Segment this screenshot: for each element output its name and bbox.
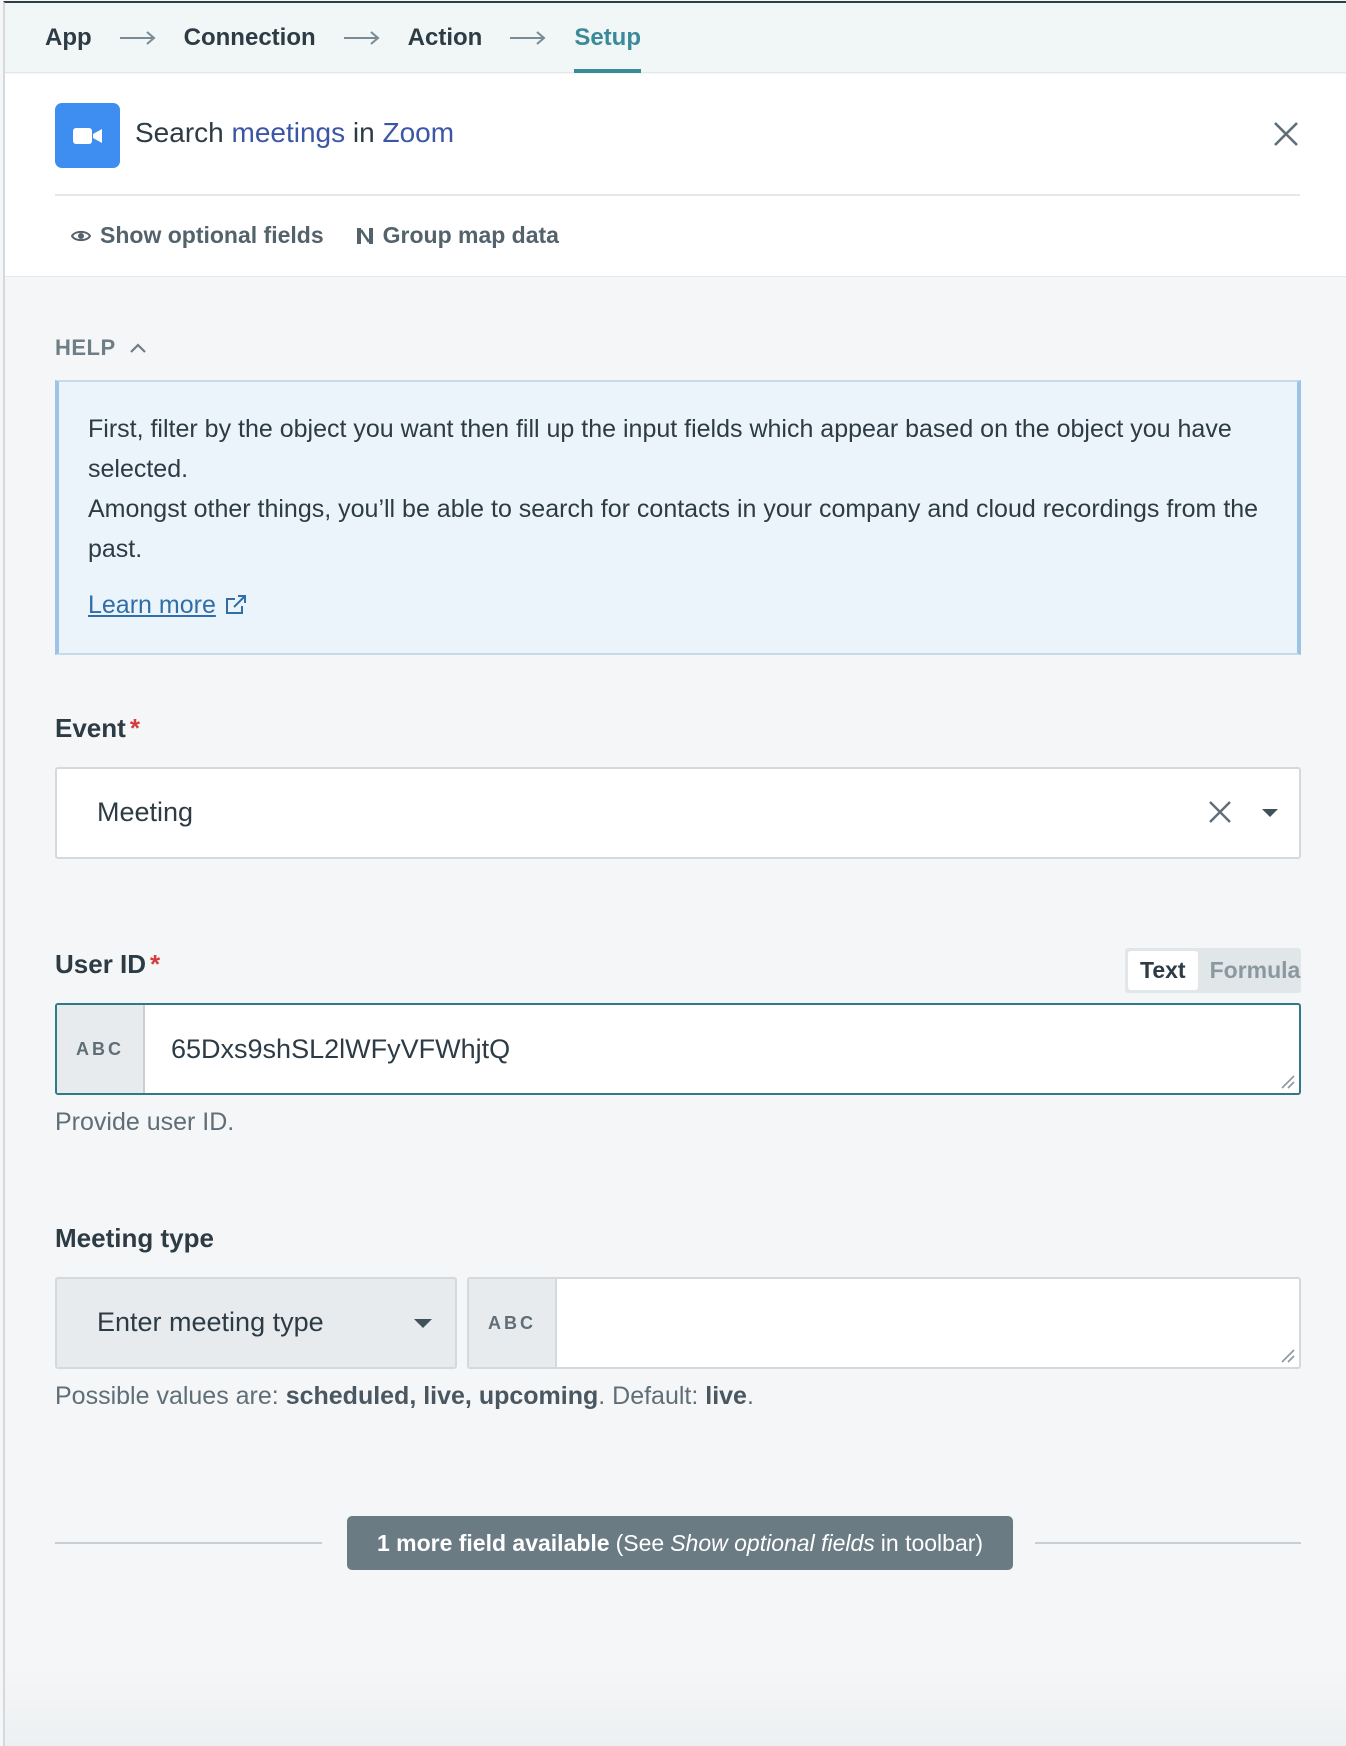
arrow-right-icon <box>316 3 408 73</box>
hint-values: scheduled, live, upcoming <box>285 1382 599 1410</box>
chevron-down-icon[interactable] <box>1262 809 1278 817</box>
divider <box>1035 1542 1301 1544</box>
chevron-down-icon <box>414 1319 432 1328</box>
group-map-data-button[interactable] <box>356 222 559 249</box>
required-marker: * <box>129 713 140 743</box>
arrow-right-icon <box>482 3 574 73</box>
help-panel <box>55 380 1301 655</box>
resize-handle-icon[interactable] <box>1279 1073 1295 1089</box>
user-id-input[interactable] <box>55 1003 1301 1095</box>
type-badge: ABC <box>57 1005 145 1093</box>
mode-formula-button[interactable]: Formula <box>1209 957 1301 983</box>
help-toggle[interactable] <box>55 335 146 361</box>
user-id-label-text: User ID <box>55 949 147 979</box>
action-title <box>135 117 454 149</box>
group-map-data-label: Group map data <box>382 222 559 248</box>
close-icon[interactable] <box>1271 119 1301 149</box>
meeting-type-hint <box>55 1382 754 1411</box>
more-fields-button[interactable] <box>347 1516 1013 1570</box>
meeting-type-input[interactable] <box>467 1277 1301 1369</box>
map-icon <box>356 226 374 246</box>
more-fields-see-close: in toolbar) <box>880 1529 984 1556</box>
learn-more-label: Learn more <box>88 591 216 619</box>
help-text-1: First, filter by the object you want then fill up the input fields which appear based on the object you have selected. <box>88 415 1232 483</box>
step-connection[interactable]: Connection <box>183 23 316 51</box>
help-text-2: Amongst other things, you’ll be able to search for contacts in your company and cloud recordings from the past. <box>88 495 1259 563</box>
event-label-text: Event <box>55 713 126 743</box>
video-camera-icon <box>55 103 120 168</box>
mode-text-button[interactable]: Text <box>1128 951 1198 990</box>
input-mode-toggle <box>1125 948 1301 993</box>
type-badge: ABC <box>469 1279 557 1367</box>
arrow-right-icon <box>92 3 184 73</box>
learn-more-link[interactable] <box>88 585 248 625</box>
title-app[interactable]: Zoom <box>382 117 455 148</box>
more-fields-count: 1 more field available <box>376 1529 610 1556</box>
title-object[interactable]: meetings <box>231 117 346 148</box>
meeting-type-select[interactable] <box>55 1277 457 1369</box>
required-marker: * <box>150 949 161 979</box>
wizard-stepper <box>5 3 1346 73</box>
hint-prefix: Possible values are: <box>55 1382 286 1410</box>
title-prefix: Search <box>135 117 224 148</box>
step-setup[interactable]: Setup <box>574 3 641 73</box>
user-id-hint: Provide user ID. <box>55 1108 235 1136</box>
hint-mid: . Default: <box>598 1382 706 1410</box>
panel-footer <box>5 1666 1346 1746</box>
meeting-type-value[interactable] <box>557 1279 1299 1367</box>
divider <box>55 194 1300 196</box>
meeting-type-label: Meeting type <box>55 1223 214 1253</box>
hint-end: . <box>746 1382 754 1410</box>
toolbar <box>71 222 559 249</box>
user-id-label <box>55 949 160 980</box>
show-optional-fields-label: Show optional fields <box>100 222 324 248</box>
external-link-icon <box>224 593 248 617</box>
title-mid: in <box>352 117 375 148</box>
more-fields-see-italic: Show optional fields <box>670 1529 875 1556</box>
more-fields-see-open: (See <box>615 1529 665 1556</box>
show-optional-fields-button[interactable] <box>71 222 324 249</box>
meeting-type-placeholder: Enter meeting type <box>97 1307 324 1337</box>
clear-icon[interactable] <box>1207 799 1233 825</box>
chevron-up-icon <box>130 343 146 353</box>
hint-default: live <box>705 1382 747 1410</box>
recipe-step-panel <box>3 1 1346 1746</box>
action-header <box>5 74 1346 277</box>
user-id-value[interactable]: 65Dxs9shSL2lWFyVFWhjtQ <box>171 1033 511 1064</box>
event-select-value: Meeting <box>97 797 194 827</box>
eye-icon <box>71 229 91 243</box>
divider <box>55 1542 322 1544</box>
help-toggle-label: HELP <box>55 335 116 360</box>
event-select[interactable] <box>55 767 1301 859</box>
step-app[interactable]: App <box>45 23 92 51</box>
event-label <box>55 713 140 744</box>
resize-handle-icon[interactable] <box>1279 1347 1295 1363</box>
step-action[interactable]: Action <box>407 23 483 51</box>
